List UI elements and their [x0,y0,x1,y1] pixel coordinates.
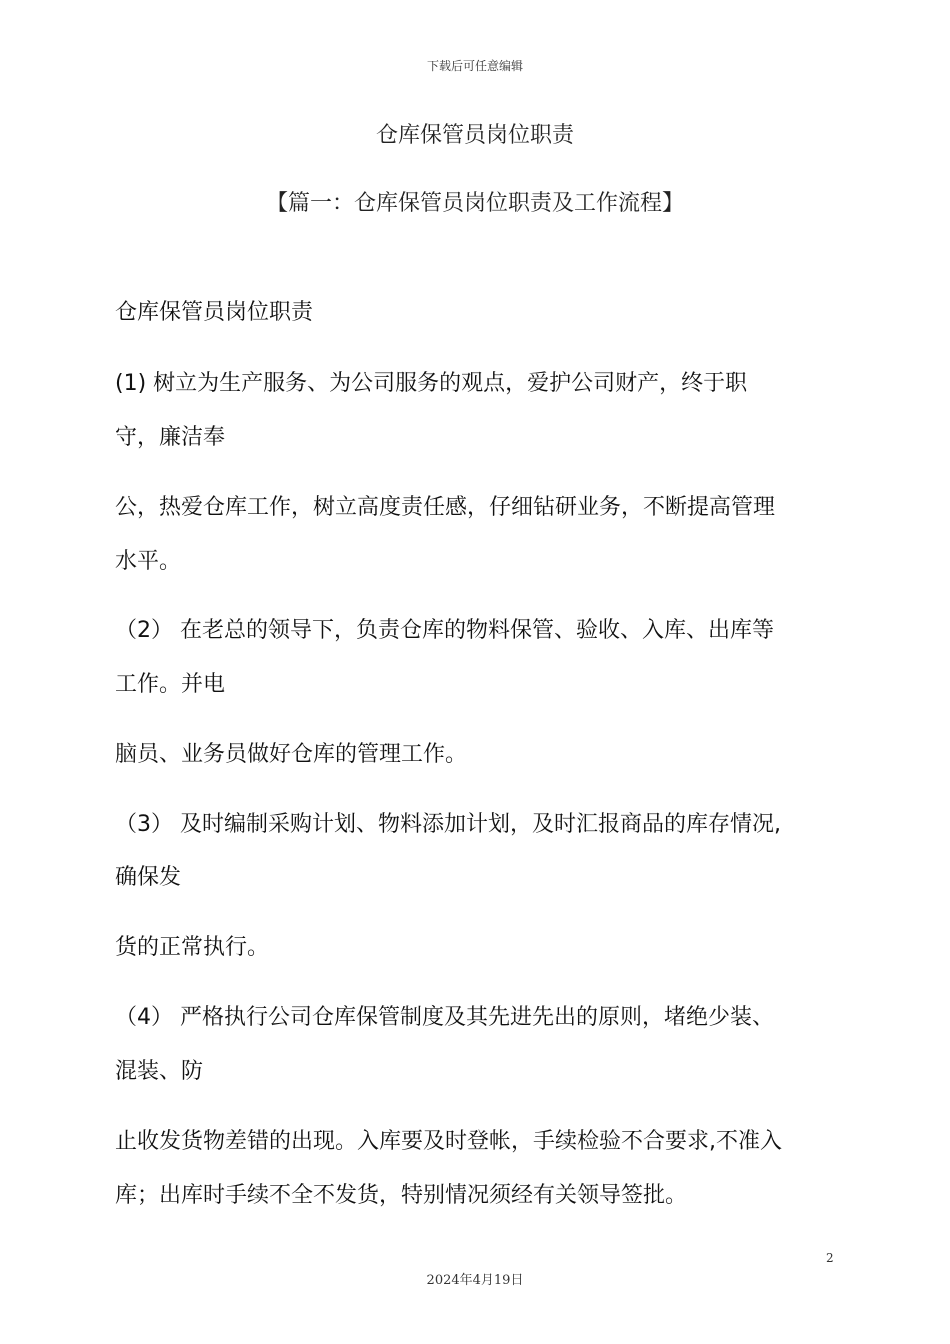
document-title: 仓库保管员岗位职责 [375,123,574,148]
body-line: 库；出库时手续不全不发货，特别情况须经有关领导签批。 [115,1183,688,1208]
section-heading: 仓库保管员岗位职责 [115,300,314,325]
body-line: 货的正常执行。 [115,935,270,960]
body-line: （4） 严格执行公司仓库保管制度及其先进先出的原则，堵绝少装、 [115,1005,774,1030]
body-line: 水平。 [115,549,182,574]
body-line: 混装、防 [115,1059,204,1084]
body-line: 工作。并电 [115,672,226,697]
body-line: 守，廉洁奉 [115,425,226,450]
document-subtitle: 【篇一：仓库保管员岗位职责及工作流程】 [265,191,684,216]
header-note: 下载后可任意编辑 [426,59,523,73]
body-line: （3） 及时编制采购计划、物料添加计划，及时汇报商品的库存情况, [115,812,781,837]
footer-date: 2024年4月19日 [426,1273,524,1288]
body-line: (1) 树立为生产服务、为公司服务的观点，爱护公司财产，终于职 [115,371,748,396]
body-line: 脑员、业务员做好仓库的管理工作。 [115,742,468,767]
body-line: 确保发 [115,865,182,890]
body-line: （2） 在老总的领导下，负责仓库的物料保管、验收、入库、出库等 [115,618,774,643]
body-line: 止收发货物差错的出现。入库要及时登帐，手续检验不合要求,不准入 [115,1129,782,1154]
body-line: 公，热爱仓库工作，树立高度责任感，仔细钻研业务，不断提高管理 [115,495,776,520]
page-number: 2 [826,1251,834,1265]
